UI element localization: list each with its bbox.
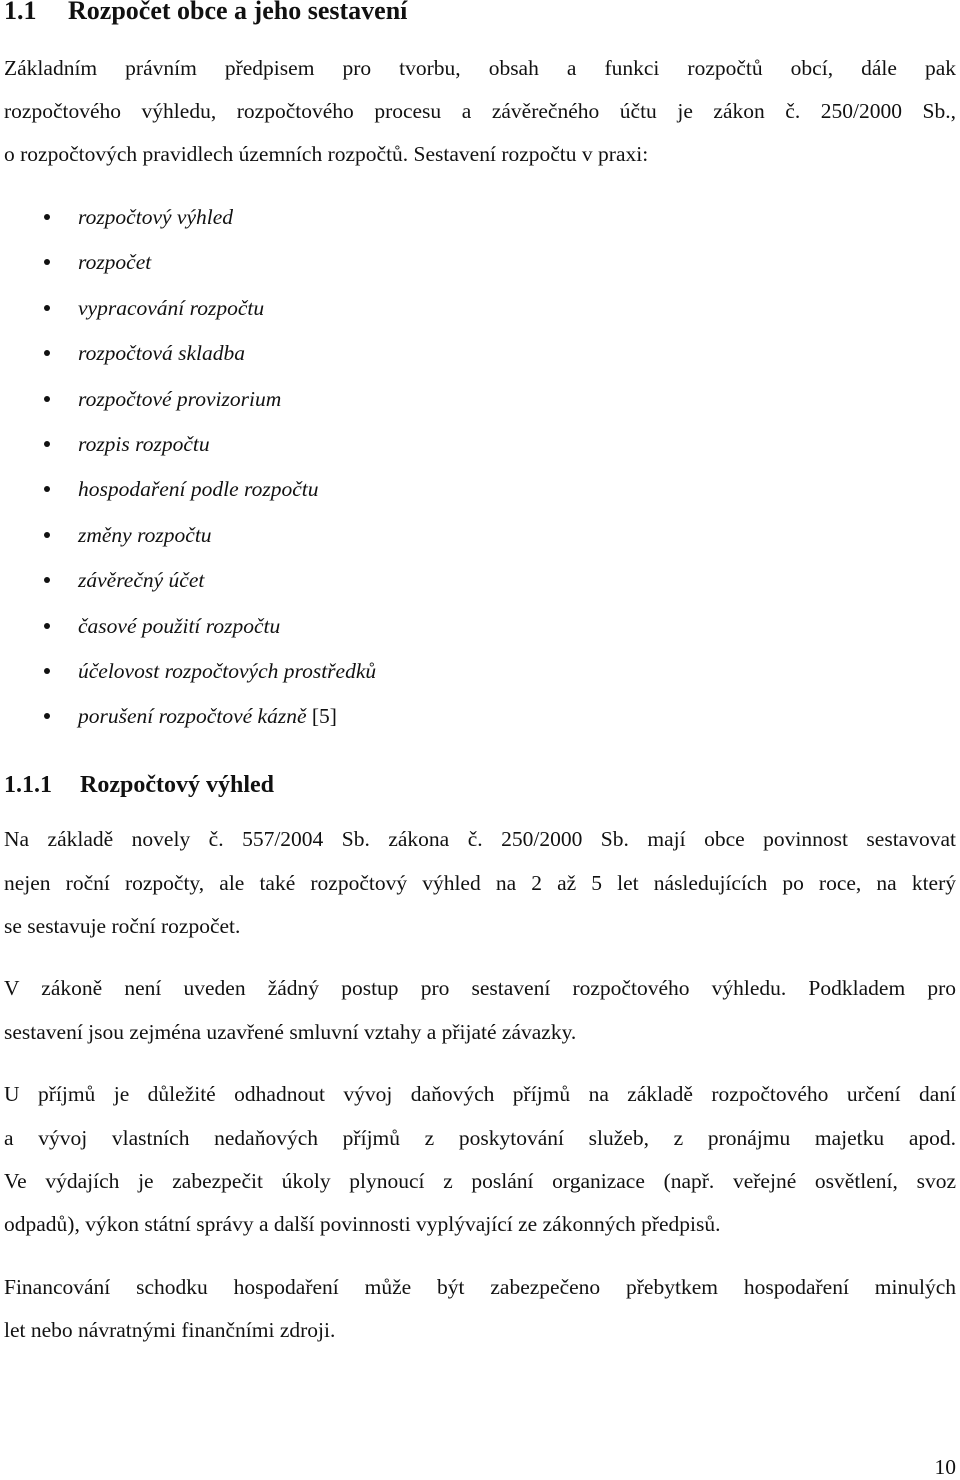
paragraph-line: V zákoně není uveden žádný postup pro sestavení rozpočtového výhledu. Podkladem pro [4,976,956,1000]
paragraph-line: odpadů), výkon státní správy a další povinnosti vyplývající ze zákonných předpisů. [4,1212,721,1236]
paragraph-line: Financování schodku hospodaření může být zabezpečeno přebytkem hospodaření minulých [4,1275,956,1299]
paragraph-line: U příjmů je důležité odhadnout vývoj daňových příjmů na základě rozpočtového určení daní [4,1082,956,1106]
section-heading [4,0,407,26]
page-number: 10 [934,1455,956,1479]
bullet-icon [44,532,50,538]
paragraph-line: Na základě novely č. 557/2004 Sb. zákona č. 250/2000 Sb. mají obce povinnost sestavovat [4,827,956,851]
paragraph-line: Ve výdajích je zabezpečit úkoly plynoucí z poslání organizace (např. veřejné osvětlení, svoz [4,1169,956,1193]
bullet-icon [44,259,50,265]
bullet-icon [44,441,50,447]
paragraph-line: sestavení jsou zejména uzavřené smluvní vztahy a přijaté závazky. [4,1020,577,1044]
intro-line: o rozpočtových pravidlech územních rozpočtů. Sestavení rozpočtu v praxi: [4,142,649,166]
bullet-icon [44,214,50,220]
intro-line: rozpočtového výhledu, rozpočtového procesu a závěrečného účtu je zákon č. 250/2000 Sb., [4,99,956,123]
section-title: Rozpočet obce a jeho sestavení [68,0,408,25]
paragraph-line: a vývoj vlastních nedaňových příjmů z poskytování služeb, z pronájmu majetku apod. [4,1126,956,1150]
subsection-heading [4,772,274,799]
subsection-title: Rozpočtový výhled [80,772,274,798]
bullet-icon [44,486,50,492]
bullet-icon [44,350,50,356]
paragraph-line: nejen roční rozpočty, ale také rozpočtový výhled na 2 až 5 let následujících po roce, na který [4,871,956,895]
bullet-icon [44,623,50,629]
list-item-text: porušení rozpočtové kázně [78,704,307,729]
bullet-icon [44,668,50,674]
section-number: 1.1 [4,0,37,25]
bullet-icon [44,713,50,719]
intro-line: Základním právním předpisem pro tvorbu, obsah a funkci rozpočtů obcí, dále pak [4,56,956,80]
subsection-number: 1.1.1 [4,772,52,798]
paragraph-line: se sestavuje roční rozpočet. [4,914,241,938]
bullet-icon [44,396,50,402]
bullet-icon [44,577,50,583]
paragraph-line: let nebo návratnými finančními zdroji. [4,1318,336,1342]
citation: [5] [306,704,337,729]
bullet-icon [44,305,50,311]
